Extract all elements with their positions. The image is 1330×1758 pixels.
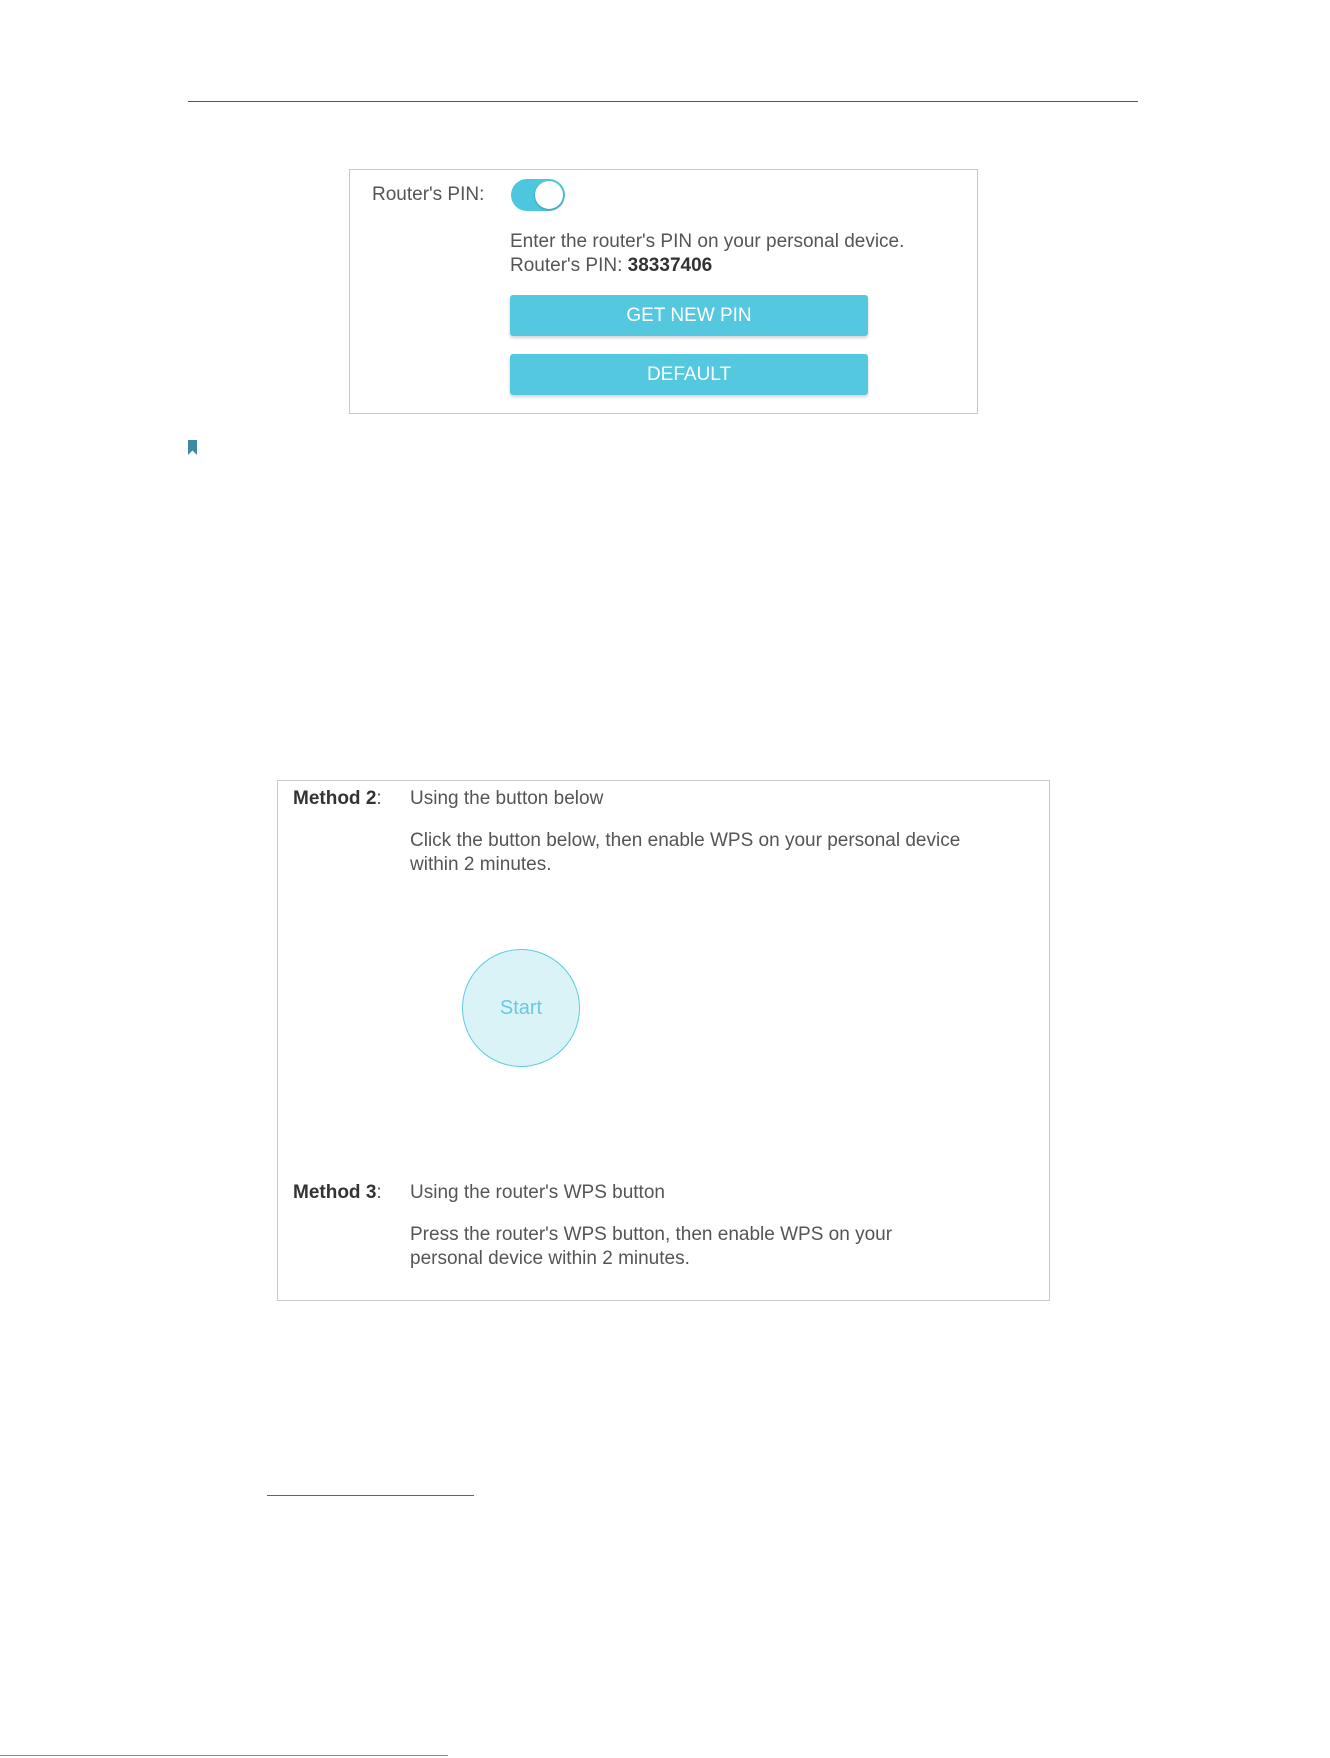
bookmark-icon [188, 440, 197, 455]
header-divider [188, 101, 1138, 102]
footer-divider [0, 1755, 448, 1756]
wps-start-button[interactable]: Start [462, 949, 580, 1067]
router-pin-panel [349, 169, 978, 414]
pin-value: 38337406 [627, 255, 713, 276]
default-button[interactable]: DEFAULT [510, 354, 868, 395]
pin-prefix: Router's PIN: [510, 255, 628, 276]
method-3-label: Method 3: [293, 1182, 382, 1203]
router-pin-label: Router's PIN: [372, 184, 485, 205]
pin-display [510, 254, 904, 278]
method-2-title: Using the button below [410, 788, 604, 809]
get-new-pin-button[interactable]: GET NEW PIN [510, 295, 868, 336]
link-underline [267, 1495, 474, 1496]
method-2-label: Method 2: [293, 788, 382, 809]
pin-instruction-text: Enter the router's PIN on your personal device. [510, 231, 905, 252]
toggle-knob [535, 181, 563, 209]
method-3-title: Using the router's WPS button [410, 1182, 665, 1203]
method-3-description: Press the router's WPS button, then enable WPS on your personal device within 2 minutes. [410, 1224, 893, 1269]
router-pin-toggle[interactable] [511, 179, 565, 211]
wps-method-panel [277, 780, 1050, 1301]
method-2-description: Click the button below, then enable WPS on your personal device within 2 minutes. [410, 830, 961, 875]
router-pin-description [510, 230, 904, 278]
